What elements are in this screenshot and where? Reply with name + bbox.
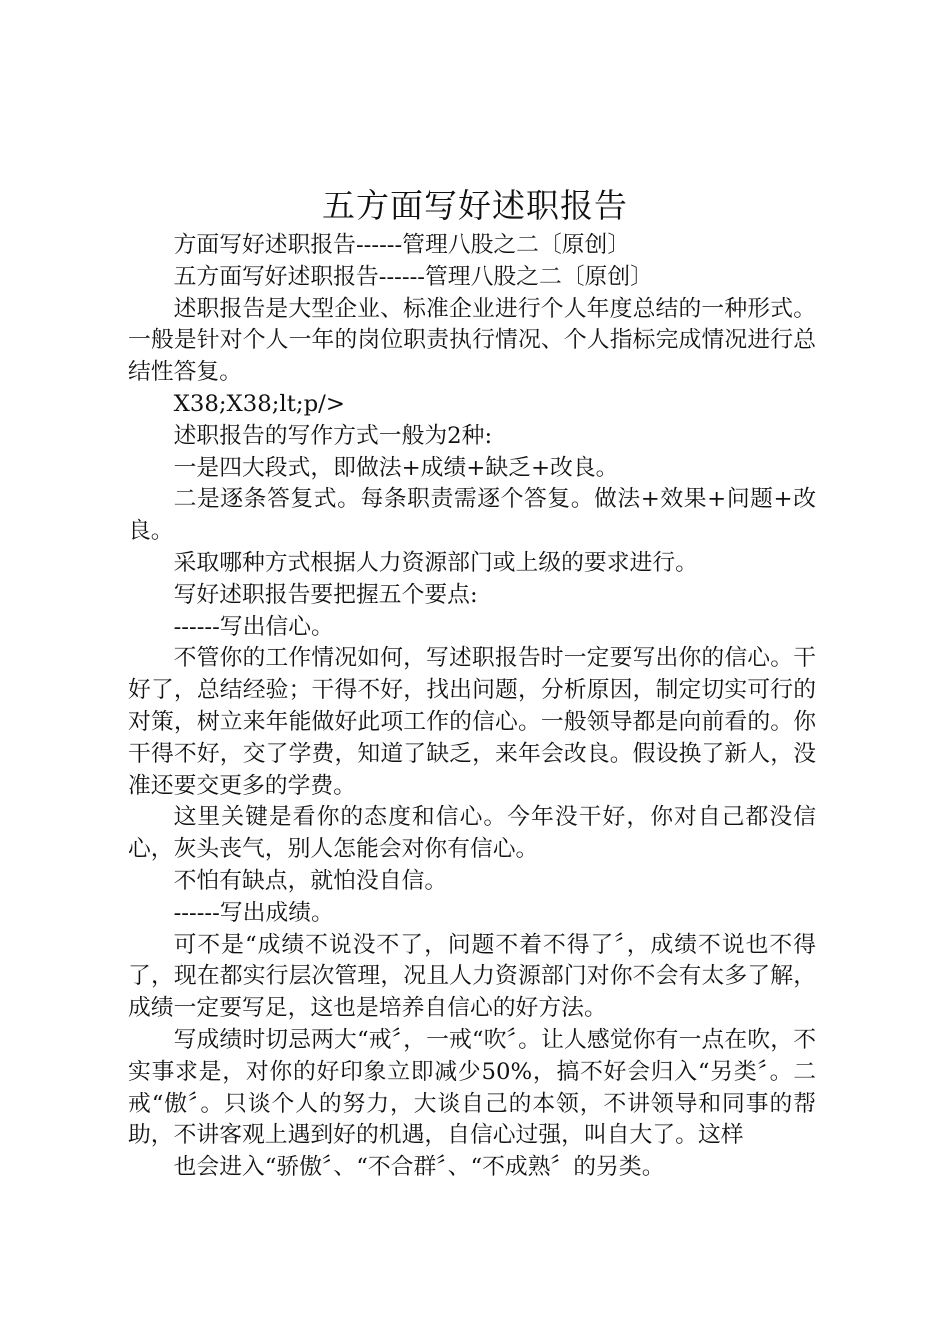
paragraph: 不管你的工作情况如何，写述职报告时一定要写出你的信心。干好了，总结经验；干得不好，找出问题，分析原因，制定切实可行的对策，树立来年能做好此项工作的信心。一般领导都是向前看的。你干得不好，交了学费，知道了缺乏，来年会改良。假设换了新人，没准还要交更多的学费。 bbox=[128, 645, 816, 799]
section-heading: ------写出成绩。 bbox=[173, 899, 334, 926]
paragraph: X38;X38;lt;p/> bbox=[173, 390, 345, 417]
document-body bbox=[128, 230, 816, 1184]
paragraph: 这里关键是看你的态度和信心。今年没干好，你对自己都没信心，灰头丧气，别人怎能会对你有信心。 bbox=[128, 804, 816, 863]
paragraph: 不怕有缺点，就怕没自信。 bbox=[173, 867, 448, 894]
paragraph: 述职报告是大型企业、标准企业进行个人年度总结的一种形式。一般是针对个人一年的岗位职责执行情况、个人指标完成情况进行总结性答复。 bbox=[128, 295, 816, 386]
document-title: 五方面写好述职报告 bbox=[322, 186, 628, 225]
paragraph: 述职报告的写作方式一般为2种: bbox=[173, 422, 493, 449]
paragraph: 五方面写好述职报告------管理八股之二〔原创〕 bbox=[173, 263, 653, 290]
paragraph: 采取哪种方式根据人力资源部门或上级的要求进行。 bbox=[173, 549, 698, 576]
paragraph: 一是四大段式，即做法+成绩+缺乏+改良。 bbox=[173, 454, 619, 481]
paragraph: 写成绩时切忌两大“戒〞，一戒“吹〞。让人感觉你有一点在吹，不实事求是，对你的好印象立即减少50%，搞不好会归入“另类〞。二戒“傲〞。只谈个人的努力，大谈自己的本领，不讲领导和同事的帮助，不讲客观上遇到好的机遇，自信心过强，叫自大了。这样 bbox=[128, 1026, 816, 1149]
section-heading: ------写出信心。 bbox=[173, 613, 334, 640]
paragraph: 写好述职报告要把握五个要点: bbox=[173, 581, 478, 608]
paragraph: 二是逐条答复式。每条职责需逐个答复。做法+效果+问题+改良。 bbox=[128, 486, 816, 545]
paragraph: 可不是“成绩不说没不了，问题不着不得了〞，成绩不说也不得了，现在都实行层次管理，况且人力资源部门对你不会有太多了解，成绩一定要写足，这也是培养自信心的好方法。 bbox=[128, 931, 816, 1022]
paragraph: 方面写好述职报告------管理八股之二〔原创〕 bbox=[173, 232, 631, 258]
paragraph: 也会进入“骄傲〞、“不合群〞、“不成熟〞的另类。 bbox=[173, 1154, 665, 1181]
